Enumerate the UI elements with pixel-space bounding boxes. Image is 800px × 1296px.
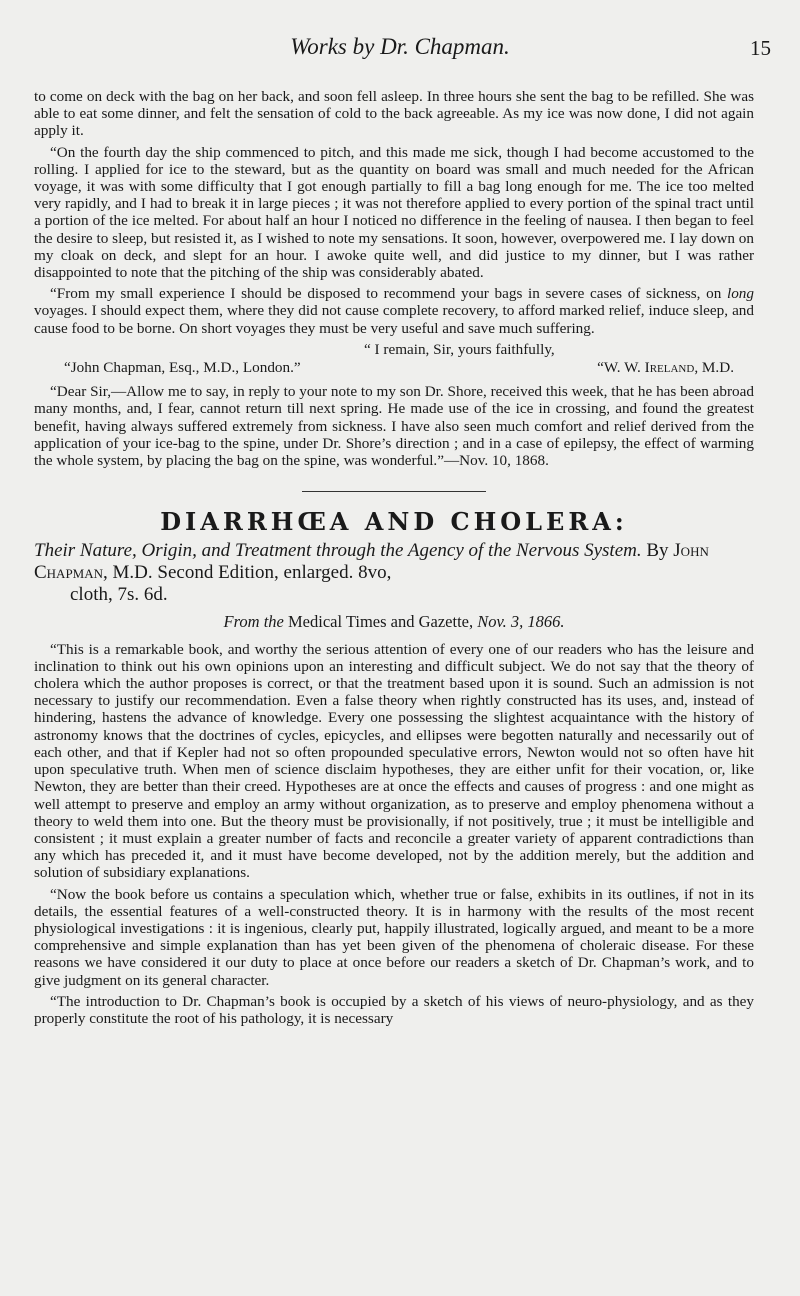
running-title: Works by Dr. Chapman. xyxy=(290,34,510,59)
review-source xyxy=(34,613,754,630)
text-run: By xyxy=(646,540,669,562)
book-description xyxy=(34,540,754,606)
letter-paragraph xyxy=(34,285,754,337)
signature-surname: Ireland xyxy=(644,359,695,377)
text-run: , M.D. xyxy=(694,359,734,377)
signature-line xyxy=(34,358,754,376)
page-number: 15 xyxy=(750,36,771,60)
source-name: Medical Times and Gazette, xyxy=(287,612,474,632)
page-body xyxy=(34,88,754,1027)
letter-signature xyxy=(597,359,734,376)
review-paragraph: “The introduction to Dr. Chapman’s book is occupied by a sketch of his views of neuro-physiology, and as they properly constitute the root of his pathology, it is necessary xyxy=(34,992,754,1027)
review-text xyxy=(34,641,754,1027)
book-price: cloth, 7s. 6d. xyxy=(70,584,168,606)
letter-paragraph: “On the fourth day the ship commenced to pitch, and this made me sick, though I had become accustomed to the rolling. I applied for ice to the steward, but as the quantity on board was small and much needed for the African voyage, it was with some difficulty that I got enough partially to fill a bag long enough for me. The ice too melted very rapidly, and I had to break it in large pieces ; it was not therefore applied to every portion of the spinal tract until a portion of the ice melted. For about half an hour I noticed no difference in the feeling of nausea. I then began to feel the desire to sleep, but resisted it, as I wished to note my sensations. It soon, however, overpowered me. I lay down on my cloak on deck, and slept for an hour. I awoke quite well, and did justice to my dinner, but I was rather disappointed to note that the pitching of the ship was considerably abated. xyxy=(34,143,754,282)
page-header xyxy=(0,30,800,62)
letter-continuation: to come on deck with the bag on her back, and soon fell asleep. In three hours she sent the bag to be refilled. She was able to eat some dinner, and felt the sensation of cold to the back agreeable. As my ice was now done, I did not again apply it. xyxy=(34,88,754,140)
book-author: John Chapman xyxy=(34,540,709,584)
review-paragraph: “This is a remarkable book, and worthy the serious attention of every one of our readers who has the leisure and inclination to think out his own opinions upon an interesting and difficult subject. We do not say that the theory of cholera which the author proposes is correct, or that the treatment based upon it is sound. Such an admission is not necessary to justify our recommendation. Even a false theory when rightly constructed has its uses, and, instead of hindering, hastens the advance of knowledge. Every one possessing the slightest acquaintance with the history of astronomy knows that the doctrines of cycles, epicycles, and ellipses were begotten naturally and necessarily out of each other, and that if Kepler had not so often propounded speculative errors, Newton would not so often have hit upon speculative truth. When men of science disclaim hypotheses, they are either unfit for their vocation, or, like Newton, they are better than their creed. Hypotheses are at once the effects and causes of progress : and one might as well attempt to preserve and employ an army without organization, as to preserve and employ phenomena without a theory to weld them into one. But the theory must be provisionally, if not positively, true ; it must be intelligible and consistent ; it must explain a greater number of facts and reconcile a greater variety of apparent contradictions than any which has preceded it, and it must have become developed, not by the addition merely, but the addition and solution of subsidiary explanations. xyxy=(34,640,754,882)
text-run: “From my small experience I should be disposed to recommend your bags in severe cases of sickness, on xyxy=(50,285,727,303)
source-date: Nov. 3, 1866. xyxy=(477,612,565,632)
section-title: DIARRHŒA AND CHOLERA: xyxy=(160,507,628,537)
letter-closing: “ I remain, Sir, yours faithfully, xyxy=(364,340,555,358)
text-run: From the xyxy=(223,612,284,632)
section-divider xyxy=(302,491,486,492)
letter-addressee: “John Chapman, Esq., M.D., London.” xyxy=(64,359,301,377)
text-run: , M.D. Second Edition, enlarged. 8vo, xyxy=(103,562,392,584)
text-run: voyages. I should expect them, where they did not cause complete recovery, to afford marked relief, induce sleep, and cause food to be borne. On short voyages they must be very useful and save much suffering. xyxy=(34,302,754,337)
text-run: “W. W. xyxy=(597,359,645,377)
book-subtitle: Their Nature, Origin, and Treatment through the Agency of the Nervous System. xyxy=(34,540,642,562)
review-paragraph: “Now the book before us contains a speculation which, whether true or false, exhibits in its outlines, if not in its details, the essential features of a well-constructed theory. It is in harmony with the results of the most recent physiological investigations : it is ingenious, clearly put, happily illustrated, logically argued, and meant to be a more comprehensive and simple explanation than has yet been given of the phenomena of choleraic disease. For these reasons we have considered it our duty to place at once before our readers a sketch of Dr. Chapman’s work, and to give judgment on its general character. xyxy=(34,885,754,989)
emphasis: long xyxy=(726,285,754,303)
letter-shore: “Dear Sir,—Allow me to say, in reply to your note to my son Dr. Shore, received this week, that he has been abroad many months, and, I fear, cannot return till next spring. He made use of the ice in crossing, and found the greatest benefit, having always suffered extremely from sickness. I have also seen much comfort and relief derived from the application of your ice-bag to the spine, under Dr. Shore’s direction ; and in a case of epilepsy, the effect of warming the whole system, by placing the bag on the spine, was wonderful.”—Nov. 10, 1868. xyxy=(34,383,754,470)
